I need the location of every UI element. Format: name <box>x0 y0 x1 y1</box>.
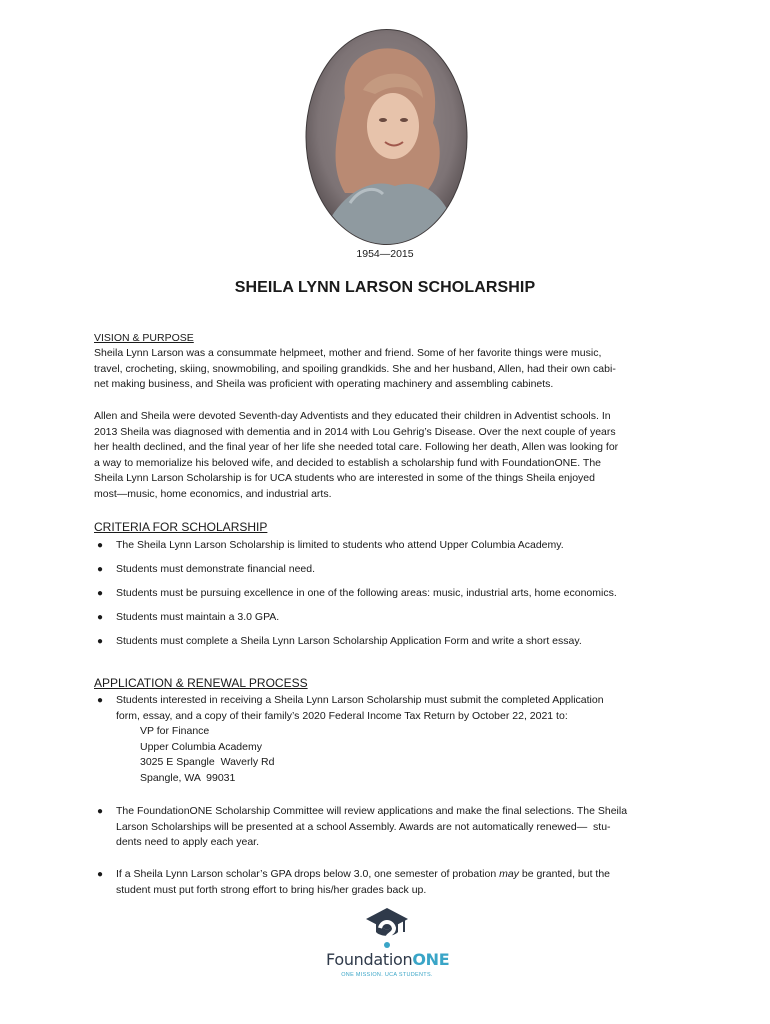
page-title: SHEILA LYNN LARSON SCHOLARSHIP <box>234 279 536 296</box>
bullet-icon: ● <box>96 564 104 575</box>
text-line: Sheila Lynn Larson Scholarship is for UCA students who are interested in some of the things Sheila enjoyed <box>94 472 595 485</box>
address-line: 3025 E Spangle Waverly Rd <box>140 756 275 769</box>
bullet-icon: ● <box>96 806 104 817</box>
bullet-icon: ● <box>96 540 104 551</box>
logo-word-part: ONE <box>412 950 450 969</box>
text-line: 2013 Sheila was diagnosed with dementia and in 2014 with Lou Gehrig’s Disease. Over the next couple of years <box>94 425 616 438</box>
application-item-text <box>116 804 684 851</box>
text-line: form, essay, and a copy of their family’s 2020 Federal Income Tax Return by October 22, 2021 to: <box>116 709 568 722</box>
logo-tagline: ONE MISSION. UCA STUDENTS. <box>341 972 433 978</box>
life-dates: 1954—2015 <box>356 248 414 260</box>
text-line: Students interested in receiving a Sheila Lynn Larson Scholarship must submit the completed Application <box>116 694 604 706</box>
bullet-icon: ● <box>96 612 104 623</box>
text-line: most—music, home economics, and industrial arts. <box>94 487 332 500</box>
application-item-text <box>116 867 684 898</box>
text-line: her health declined, and the final year of her life she needed total care. Following her death, Allen was looking for <box>94 441 619 454</box>
logo-word-part: Foundation <box>326 950 413 969</box>
portrait-photo <box>305 28 468 246</box>
text-line: student must put forth strong effort to bring his/her grades back up. <box>116 883 427 896</box>
logo-wordmark <box>326 950 448 969</box>
criteria-item-text: The Sheila Lynn Larson Scholarship is limited to students who attend Upper Columbia Academy. <box>116 539 564 551</box>
address-line: Upper Columbia Academy <box>140 740 262 753</box>
mailing-address <box>116 724 684 786</box>
address-line: VP for Finance <box>140 725 210 738</box>
vision-heading: VISION & PURPOSE <box>94 332 194 344</box>
text-line: dents need to apply each year. <box>116 836 260 849</box>
address-line: Spangle, WA 99031 <box>140 771 236 784</box>
vision-paragraph-1 <box>94 346 684 393</box>
bullet-icon: ● <box>96 869 104 880</box>
text-line: a way to memorialize his beloved wife, and decided to establish a scholarship fund with FoundationONE. The <box>94 456 602 469</box>
foundationone-logo <box>326 906 448 984</box>
bullet-icon: ● <box>96 695 104 706</box>
application-heading: APPLICATION & RENEWAL PROCESS <box>94 676 308 690</box>
criteria-item-text: Students must be pursuing excellence in one of the following areas: music, industrial arts, home economics. <box>116 587 617 599</box>
criteria-item-text: Students must demonstrate financial need. <box>116 563 316 575</box>
text-line: The FoundationONE Scholarship Committee will review applications and make the final selections. The Sheila <box>116 805 628 817</box>
bullet-icon: ● <box>96 588 104 599</box>
application-item-text <box>116 693 684 787</box>
text-run: be granted, but the <box>518 868 611 880</box>
vision-paragraph-2 <box>94 409 684 503</box>
graduation-cap-icon <box>364 906 410 950</box>
text-run: If a Sheila Lynn Larson scholar’s GPA drops below 3.0, one semester of probation <box>116 868 500 880</box>
text-line: Allen and Sheila were devoted Seventh-day Adventists and they educated their children in Adventist schools. In <box>94 410 611 422</box>
text-line: Sheila Lynn Larson was a consummate helpmeet, mother and friend. Some of her favorite things were music, <box>94 347 602 359</box>
criteria-heading: CRITERIA FOR SCHOLARSHIP <box>94 520 268 534</box>
text-line <box>116 867 684 883</box>
bullet-icon: ● <box>96 636 104 647</box>
criteria-item-text: Students must complete a Sheila Lynn Larson Scholarship Application Form and write a short essay. <box>116 635 582 647</box>
text-line: Larson Scholarships will be presented at a school Assembly. Awards are not automatically renewed— stu- <box>116 820 611 833</box>
emphasis-text: may <box>499 868 519 880</box>
text-line: net making business, and Sheila was proficient with operating machinery and assembling cabinets. <box>94 378 554 391</box>
criteria-item-text: Students must maintain a 3.0 GPA. <box>116 611 280 623</box>
text-line: travel, crocheting, skiing, snowmobiling, and spoiling grandkids. She and her husband, Allen, had their own cabi- <box>94 362 616 375</box>
